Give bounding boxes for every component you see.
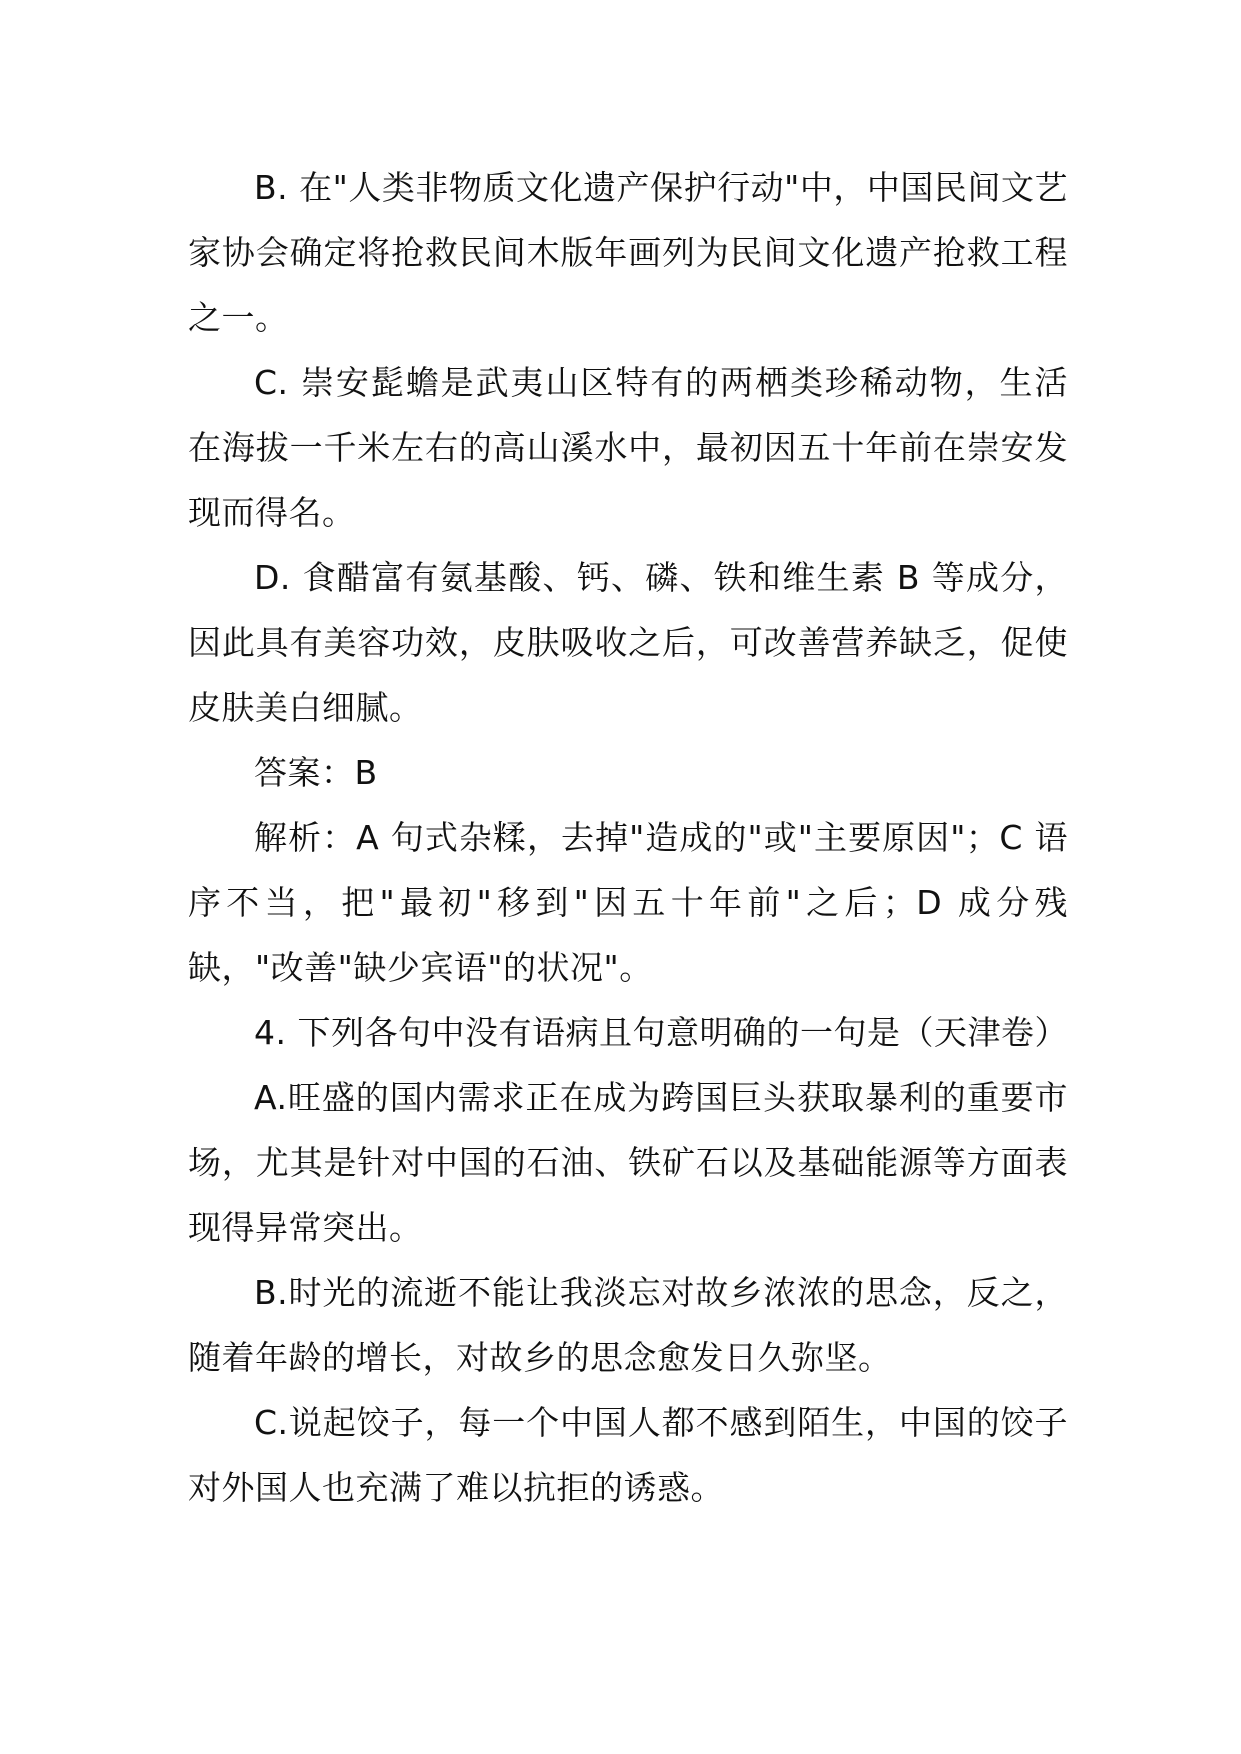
question-4-paragraph: 4. 下列各句中没有语病且句意明确的一句是（天津卷） xyxy=(254,1013,1068,1052)
question-4-option-b: B.时光的流逝不能让我淡忘对故乡浓浓的思念，反之，随着年龄的增长，对故乡的思念愈发日久弥坚。 xyxy=(188,1273,1068,1377)
document-body xyxy=(188,155,1068,1520)
analysis-paragraph: 解析：A 句式杂糅，去掉"造成的"或"主要原因"；C 语序不当，把"最初"移到"因五十年前"之后；D 成分残缺，"改善"缺少宾语"的状况"。 xyxy=(188,818,1068,987)
answer-paragraph: 答案：B xyxy=(254,753,378,792)
question-4-option-c: C.说起饺子，每一个中国人都不感到陌生，中国的饺子对外国人也充满了难以抗拒的诱惑。 xyxy=(188,1403,1068,1507)
option-b-paragraph: B. 在"人类非物质文化遗产保护行动"中，中国民间文艺家协会确定将抢救民间木版年画列为民间文化遗产抢救工程之一。 xyxy=(188,168,1068,337)
option-d-paragraph: D. 食醋富有氨基酸、钙、磷、铁和维生素 B 等成分，因此具有美容功效，皮肤吸收之后，可改善营养缺乏，促使皮肤美白细腻。 xyxy=(188,558,1068,727)
question-4-option-a: A.旺盛的国内需求正在成为跨国巨头获取暴利的重要市场，尤其是针对中国的石油、铁矿石以及基础能源等方面表现得异常突出。 xyxy=(188,1078,1068,1247)
option-c-paragraph: C. 崇安髭蟾是武夷山区特有的两栖类珍稀动物，生活在海拔一千米左右的高山溪水中，最初因五十年前在崇安发现而得名。 xyxy=(188,363,1068,532)
